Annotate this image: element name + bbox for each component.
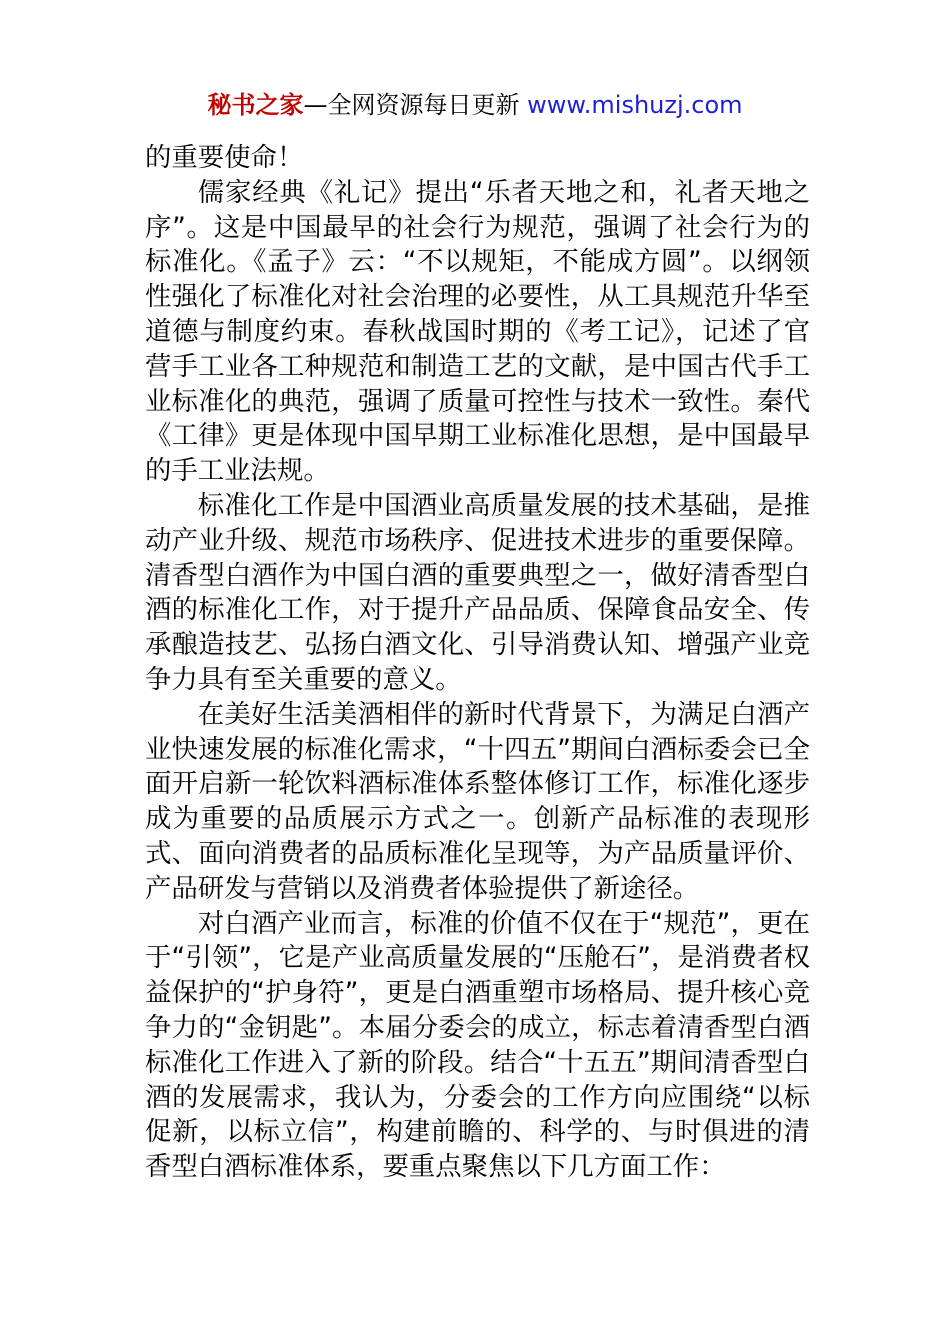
- article-body: [145, 141, 810, 1185]
- site-url-link[interactable]: www.mishuzj.com: [527, 91, 743, 119]
- paragraph-industry-value: 对白酒产业而言，标准的价值不仅在于“规范”，更在于“引领”，它是产业高质量发展的“压舱石”，是消费者权益保护的“护身符”，更是白酒重塑市场格局、提升核心竞争力的“金钥匙”。本届分委会的成立，标志着清香型白酒标准化工作进入了新的阶段。结合“十五五”期间清香型白酒的发展需求，我认为，分委会的工作方向应围绕“以标促新，以标立信”，构建前瞻的、科学的、与时俱进的清香型白酒标准体系，要重点聚焦以下几方面工作：: [145, 907, 810, 1183]
- site-header: [0, 88, 950, 122]
- paragraph-standardization-foundation: 标准化工作是中国酒业高质量发展的技术基础，是推动产业升级、规范市场秩序、促进技术进步的重要保障。清香型白酒作为中国白酒的重要典型之一，做好清香型白酒的标准化工作，对于提升产品品质、保障食品安全、传承酿造技艺、弘扬白酒文化、引导消费认知、增强产业竞争力具有至关重要的意义。: [145, 489, 810, 695]
- paragraph-liji: 儒家经典《礼记》提出“乐者天地之和，礼者天地之序”。这是中国最早的社会行为规范，强调了社会行为的标准化。《孟子》云：“不以规矩，不能成方圆”。以纲领性强化了标准化对社会治理的必要性，从工具规范升华至道德与制度约束。春秋战国时期的《考工记》，记述了官营手工业各工种规范和制造工艺的文献，是中国古代手工业标准化的典范，强调了质量可控性与技术一致性。秦代《工律》更是体现中国早期工业标准化思想，是中国最早的手工业法规。: [145, 176, 810, 487]
- paragraph-continued: 的重要使命！: [145, 142, 304, 173]
- site-tagline: —全网资源每日更新: [303, 91, 528, 119]
- paragraph-new-era: 在美好生活美酒相伴的新时代背景下，为满足白酒产业快速发展的标准化需求，“十四五”期间白酒标委会已全面开启新一轮饮料酒标准体系整体修订工作，标准化逐步成为重要的品质展示方式之一。创新产品标准的表现形式、面向消费者的品质标准化呈现等，为产品质量评价、产品研发与营销以及消费者体验提供了新途径。: [145, 698, 810, 904]
- site-brand: 秘书之家: [207, 91, 304, 119]
